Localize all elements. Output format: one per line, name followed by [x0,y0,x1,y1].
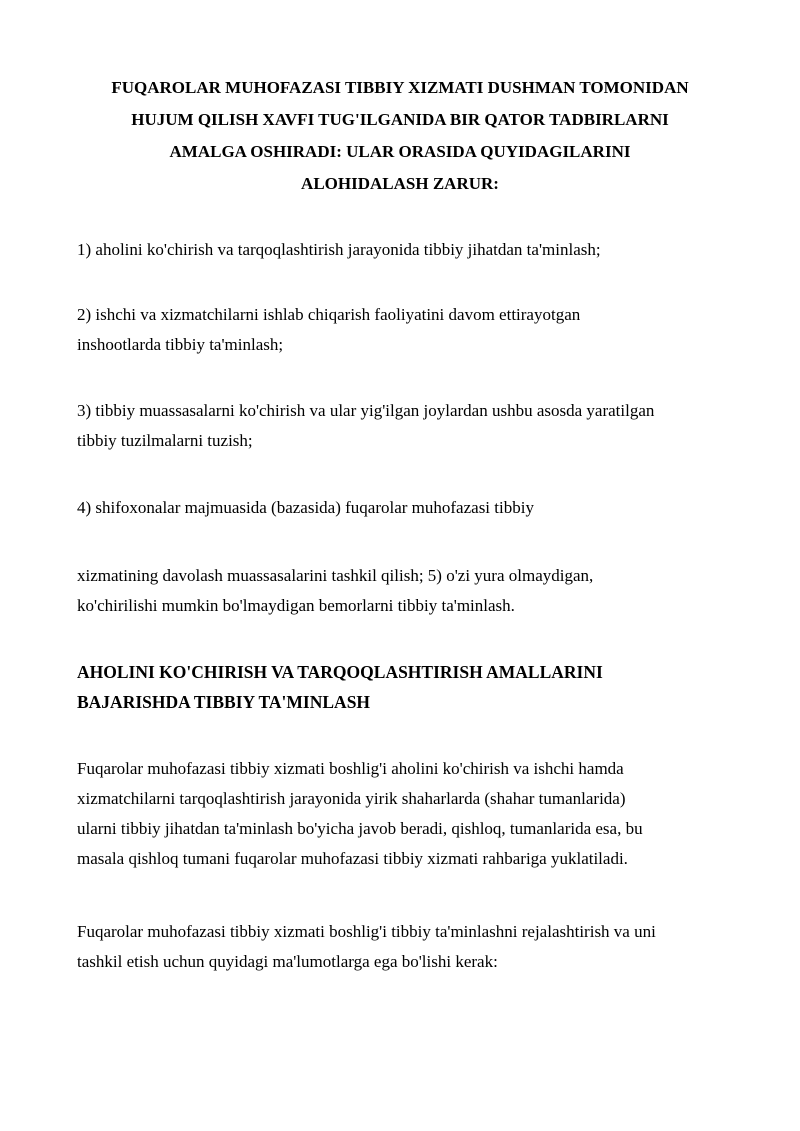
text-line: ularni tibbiy jihatdan ta'minlash bo'yicha javob beradi, qishloq, tumanlarida esa, bu [77,819,643,838]
heading-line: AHOLINI KO'CHIRISH VA TARQOQLASHTIRISH AMALLARINI [77,662,603,682]
text-line: 2) ishchi va xizmatchilarni ishlab chiqarish faoliyatini davom ettirayotgan [77,305,581,324]
text-line: masala qishloq tumani fuqarolar muhofazasi tibbiy xizmati rahbariga yuklatiladi. [77,849,628,868]
text-line: ko'chirilishi mumkin bo'lmaydigan bemorlarni tibbiy ta'minlash. [77,596,515,615]
title-line: FUQAROLAR MUHOFAZASI TIBBIY XIZMATI DUSHMAN TOMONIDAN [111,78,689,97]
body-paragraph-2 [77,917,723,977]
text-line: 4) shifoxonalar majmuasida (bazasida) fuqarolar muhofazasi tibbiy [77,498,534,517]
body-paragraph-1 [77,754,723,874]
section-heading [77,657,723,717]
title-line: AMALGA OSHIRADI: ULAR ORASIDA QUYIDAGILARINI [169,142,631,161]
text-line: inshootlarda tibbiy ta'minlash; [77,335,284,354]
text-line: xizmatchilarni tarqoqlashtirish jarayonida yirik shaharlarda (shahar tumanlarida) [77,789,626,808]
document-title [77,72,723,200]
text-line: xizmatining davolash muassasalarini tashkil qilish; 5) o'zi yura olmaydigan, [77,566,594,585]
list-item-3 [77,396,723,456]
text-line: 1) aholini ko'chirish va tarqoqlashtirish jarayonida tibbiy jihatdan ta'minlash; [77,240,601,259]
heading-line: BAJARISHDA TIBBIY TA'MINLASH [77,692,371,712]
text-line: tashkil etish uchun quyidagi ma'lumotlarga ega bo'lishi kerak: [77,952,498,971]
title-line: HUJUM QILISH XAVFI TUG'ILGANIDA BIR QATOR TADBIRLARNI [131,110,669,129]
text-line: Fuqarolar muhofazasi tibbiy xizmati boshlig'i aholini ko'chirish va ishchi hamda [77,759,624,778]
list-item-1 [77,235,723,265]
list-item-4 [77,493,723,523]
text-line: tibbiy tuzilmalarni tuzish; [77,431,253,450]
list-item-2 [77,300,723,360]
text-line: 3) tibbiy muassasalarni ko'chirish va ular yig'ilgan joylardan ushbu asosda yaratilgan [77,401,655,420]
title-line: ALOHIDALASH ZARUR: [301,174,499,193]
text-line: Fuqarolar muhofazasi tibbiy xizmati boshlig'i tibbiy ta'minlashni rejalashtirish va uni [77,922,656,941]
list-item-5 [77,561,723,621]
